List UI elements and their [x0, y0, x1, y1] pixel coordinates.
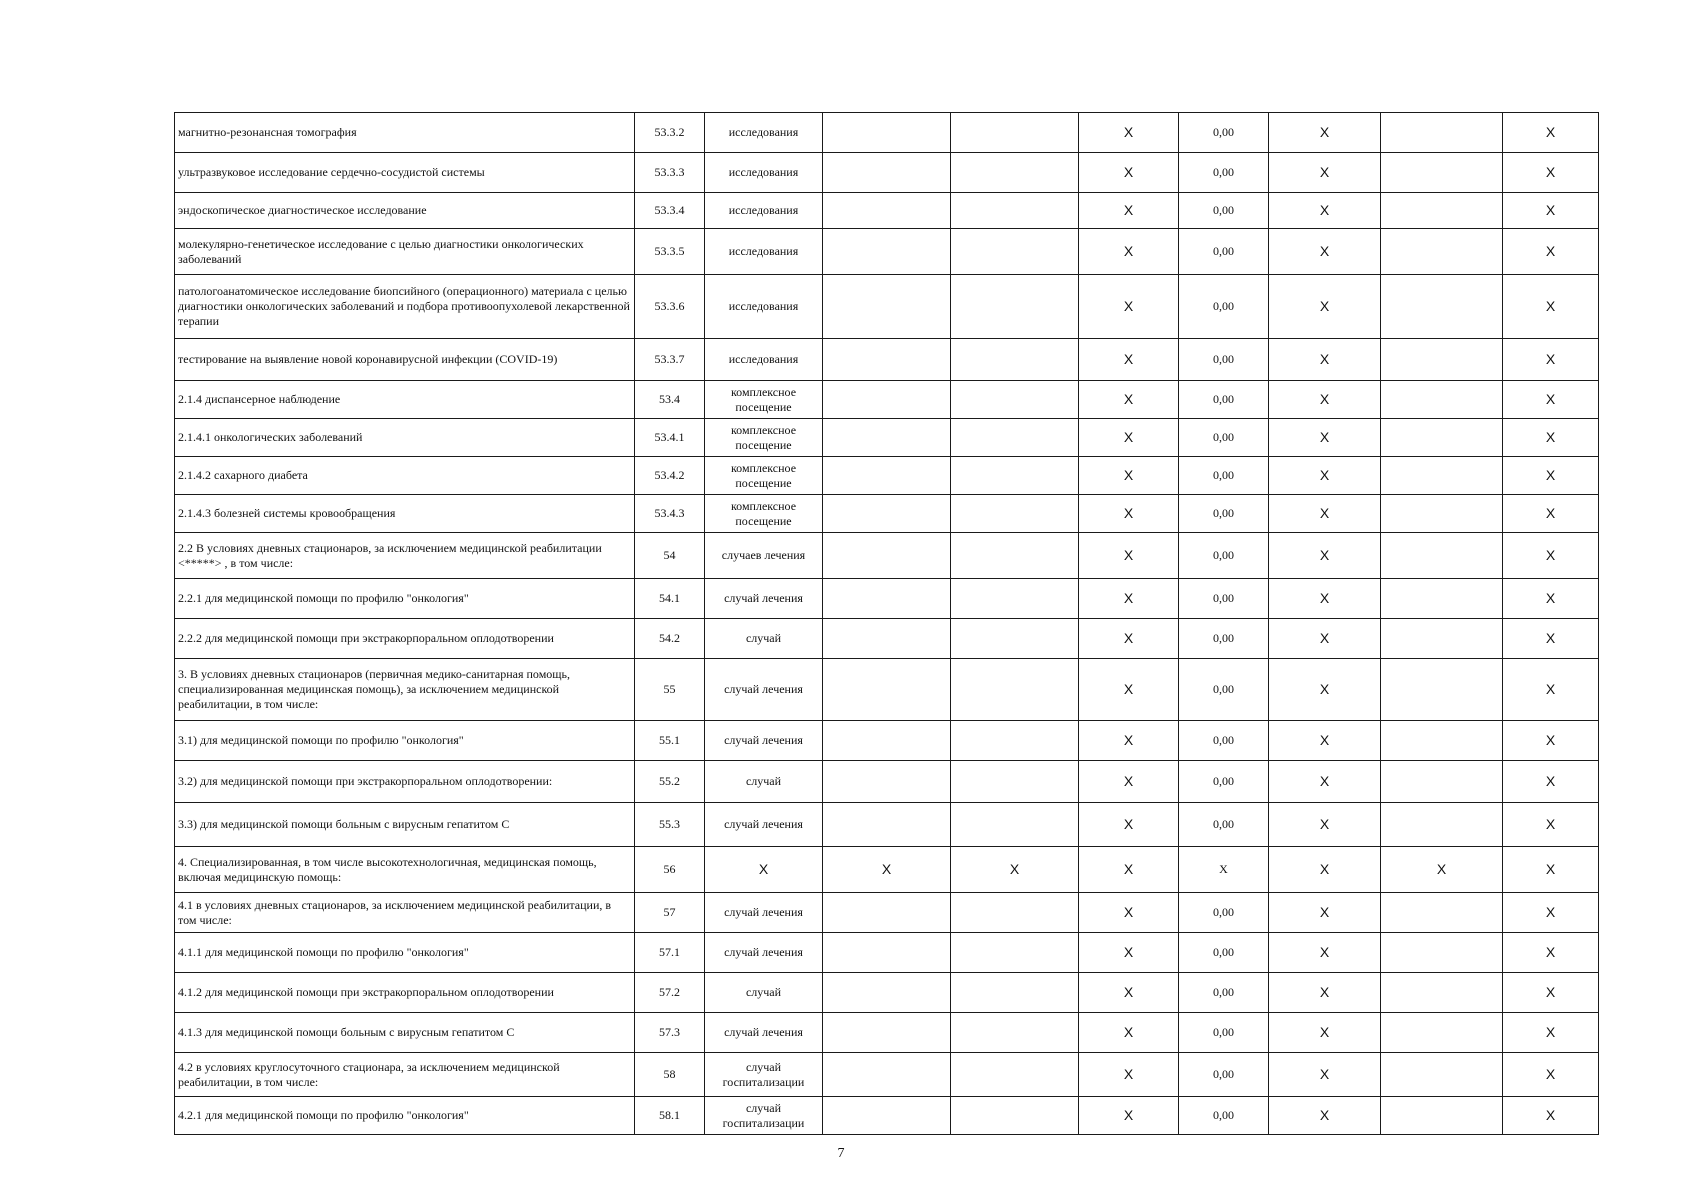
row-col10-cell: X [1503, 419, 1599, 457]
row-name-cell: 3.3) для медицинской помощи больным с вирусным гепатитом С [175, 803, 635, 847]
row-col9-cell [1381, 457, 1503, 495]
row-col4-cell [823, 933, 951, 973]
row-col7-cell: 0,00 [1179, 973, 1269, 1013]
row-col4-cell [823, 1097, 951, 1135]
table-row [175, 847, 1599, 893]
row-col10-cell: X [1503, 275, 1599, 339]
table-row [175, 193, 1599, 229]
row-col10-cell: X [1503, 193, 1599, 229]
row-col4-cell [823, 153, 951, 193]
row-col4-cell [823, 1013, 951, 1053]
row-name-cell: 4.2.1 для медицинской помощи по профилю "онкология" [175, 1097, 635, 1135]
row-col7-cell: 0,00 [1179, 761, 1269, 803]
row-col8-cell: X [1269, 933, 1381, 973]
row-unit-cell: исследования [705, 193, 823, 229]
row-name-cell: патологоанатомическое исследование биопсийного (операционного) материала с целью диагностики онкологических заболеваний и подбора противоопухолевой лекарственной терапии [175, 275, 635, 339]
row-col6-cell: X [1079, 153, 1179, 193]
row-col5-cell [951, 579, 1079, 619]
row-col4-cell [823, 659, 951, 721]
row-col6-cell: X [1079, 193, 1179, 229]
table-row [175, 381, 1599, 419]
row-col4-cell: X [823, 847, 951, 893]
row-col10-cell: X [1503, 113, 1599, 153]
row-col9-cell [1381, 1013, 1503, 1053]
row-col8-cell: X [1269, 339, 1381, 381]
row-col10-cell: X [1503, 803, 1599, 847]
row-unit-cell: комплексное посещение [705, 457, 823, 495]
row-col4-cell [823, 579, 951, 619]
row-col10-cell: X [1503, 973, 1599, 1013]
row-col5-cell [951, 193, 1079, 229]
row-unit-cell: исследования [705, 113, 823, 153]
row-col6-cell: X [1079, 495, 1179, 533]
row-col5-cell [951, 229, 1079, 275]
row-unit-cell: случай лечения [705, 803, 823, 847]
table-row [175, 495, 1599, 533]
row-col8-cell: X [1269, 579, 1381, 619]
row-col9-cell [1381, 973, 1503, 1013]
row-col5-cell [951, 153, 1079, 193]
row-col6-cell: X [1079, 275, 1179, 339]
row-col9-cell [1381, 1097, 1503, 1135]
row-col7-cell: 0,00 [1179, 619, 1269, 659]
row-col7-cell: 0,00 [1179, 229, 1269, 275]
row-unit-cell: случай лечения [705, 933, 823, 973]
row-col8-cell: X [1269, 457, 1381, 495]
row-unit-cell: случай [705, 761, 823, 803]
row-col6-cell: X [1079, 933, 1179, 973]
row-col6-cell: X [1079, 973, 1179, 1013]
row-col9-cell [1381, 1053, 1503, 1097]
document-sheet [174, 112, 1598, 1135]
row-col7-cell: 0,00 [1179, 803, 1269, 847]
row-code-cell: 53.3.2 [635, 113, 705, 153]
row-name-cell: 4.1.2 для медицинской помощи при экстракорпоральном оплодотворении [175, 973, 635, 1013]
row-col8-cell: X [1269, 113, 1381, 153]
row-col8-cell: X [1269, 721, 1381, 761]
row-col6-cell: X [1079, 381, 1179, 419]
row-code-cell: 57 [635, 893, 705, 933]
row-col10-cell: X [1503, 229, 1599, 275]
row-col7-cell: 0,00 [1179, 113, 1269, 153]
row-col9-cell: X [1381, 847, 1503, 893]
row-col10-cell: X [1503, 495, 1599, 533]
row-unit-cell: X [705, 847, 823, 893]
row-col5-cell [951, 275, 1079, 339]
row-col8-cell: X [1269, 803, 1381, 847]
row-code-cell: 55 [635, 659, 705, 721]
row-col8-cell: X [1269, 1097, 1381, 1135]
row-code-cell: 53.4.3 [635, 495, 705, 533]
table-row [175, 933, 1599, 973]
row-col5-cell: X [951, 847, 1079, 893]
row-col10-cell: X [1503, 619, 1599, 659]
row-col5-cell [951, 893, 1079, 933]
table-row [175, 229, 1599, 275]
row-col4-cell [823, 419, 951, 457]
row-col4-cell [823, 113, 951, 153]
row-col10-cell: X [1503, 457, 1599, 495]
row-col9-cell [1381, 113, 1503, 153]
table-row [175, 533, 1599, 579]
row-name-cell: 3.2) для медицинской помощи при экстракорпоральном оплодотворении: [175, 761, 635, 803]
row-col5-cell [951, 457, 1079, 495]
row-unit-cell: случай лечения [705, 893, 823, 933]
row-col4-cell [823, 193, 951, 229]
table-row [175, 113, 1599, 153]
row-col7-cell: 0,00 [1179, 495, 1269, 533]
table-row [175, 1013, 1599, 1053]
row-col5-cell [951, 803, 1079, 847]
row-col8-cell: X [1269, 619, 1381, 659]
row-col6-cell: X [1079, 339, 1179, 381]
row-col8-cell: X [1269, 1053, 1381, 1097]
row-col10-cell: X [1503, 1053, 1599, 1097]
row-name-cell: 4.1.3 для медицинской помощи больным с вирусным гепатитом С [175, 1013, 635, 1053]
row-unit-cell: случай лечения [705, 1013, 823, 1053]
row-col8-cell: X [1269, 495, 1381, 533]
row-unit-cell: комплексное посещение [705, 381, 823, 419]
row-col5-cell [951, 933, 1079, 973]
table-row [175, 803, 1599, 847]
row-col10-cell: X [1503, 847, 1599, 893]
row-col10-cell: X [1503, 533, 1599, 579]
row-col4-cell [823, 533, 951, 579]
row-col10-cell: X [1503, 659, 1599, 721]
row-name-cell: 4. Специализированная, в том числе высокотехнологичная, медицинская помощь, включая медицинскую помощь: [175, 847, 635, 893]
row-col4-cell [823, 619, 951, 659]
row-code-cell: 56 [635, 847, 705, 893]
row-col4-cell [823, 495, 951, 533]
row-col9-cell [1381, 193, 1503, 229]
row-col6-cell: X [1079, 847, 1179, 893]
table-row [175, 659, 1599, 721]
row-code-cell: 54.2 [635, 619, 705, 659]
row-col8-cell: X [1269, 153, 1381, 193]
table-row [175, 275, 1599, 339]
row-col9-cell [1381, 533, 1503, 579]
table-row [175, 339, 1599, 381]
row-col5-cell [951, 381, 1079, 419]
table-row [175, 579, 1599, 619]
row-col5-cell [951, 495, 1079, 533]
row-col5-cell [951, 721, 1079, 761]
row-code-cell: 55.1 [635, 721, 705, 761]
row-col7-cell: 0,00 [1179, 533, 1269, 579]
row-col6-cell: X [1079, 803, 1179, 847]
row-code-cell: 53.3.5 [635, 229, 705, 275]
row-col4-cell [823, 1053, 951, 1097]
row-name-cell: 2.2 В условиях дневных стационаров, за исключением медицинской реабилитации <*****> , в том числе: [175, 533, 635, 579]
row-col9-cell [1381, 761, 1503, 803]
row-col9-cell [1381, 721, 1503, 761]
row-unit-cell: исследования [705, 229, 823, 275]
row-code-cell: 53.4.1 [635, 419, 705, 457]
row-col6-cell: X [1079, 579, 1179, 619]
row-col10-cell: X [1503, 893, 1599, 933]
row-name-cell: 2.2.2 для медицинской помощи при экстракорпоральном оплодотворении [175, 619, 635, 659]
row-col8-cell: X [1269, 893, 1381, 933]
row-col6-cell: X [1079, 659, 1179, 721]
row-col9-cell [1381, 893, 1503, 933]
row-name-cell: 2.1.4 диспансерное наблюдение [175, 381, 635, 419]
row-code-cell: 57.3 [635, 1013, 705, 1053]
row-col8-cell: X [1269, 381, 1381, 419]
row-unit-cell: случай лечения [705, 721, 823, 761]
row-code-cell: 53.3.7 [635, 339, 705, 381]
row-col8-cell: X [1269, 973, 1381, 1013]
row-col10-cell: X [1503, 1097, 1599, 1135]
row-col8-cell: X [1269, 419, 1381, 457]
row-col9-cell [1381, 803, 1503, 847]
row-name-cell: ультразвуковое исследование сердечно-сосудистой системы [175, 153, 635, 193]
row-col10-cell: X [1503, 579, 1599, 619]
row-col6-cell: X [1079, 1097, 1179, 1135]
row-unit-cell: случаев лечения [705, 533, 823, 579]
row-col9-cell [1381, 419, 1503, 457]
row-unit-cell: случай госпитализации [705, 1053, 823, 1097]
row-name-cell: 4.2 в условиях круглосуточного стационара, за исключением медицинской реабилитации, в том числе: [175, 1053, 635, 1097]
row-col5-cell [951, 419, 1079, 457]
row-unit-cell: случай [705, 973, 823, 1013]
row-col7-cell: 0,00 [1179, 659, 1269, 721]
row-code-cell: 58 [635, 1053, 705, 1097]
row-col7-cell: 0,00 [1179, 193, 1269, 229]
row-col4-cell [823, 457, 951, 495]
row-unit-cell: случай госпитализации [705, 1097, 823, 1135]
row-col8-cell: X [1269, 533, 1381, 579]
row-code-cell: 55.2 [635, 761, 705, 803]
row-name-cell: эндоскопическое диагностическое исследование [175, 193, 635, 229]
row-col10-cell: X [1503, 381, 1599, 419]
table-row [175, 721, 1599, 761]
page-number: 7 [837, 1146, 845, 1161]
row-col5-cell [951, 533, 1079, 579]
row-col4-cell [823, 803, 951, 847]
row-col7-cell: 0,00 [1179, 381, 1269, 419]
row-col5-cell [951, 113, 1079, 153]
row-name-cell: 3. В условиях дневных стационаров (первичная медико-санитарная помощь, специализированная медицинская помощь), за исключением медицинской реабилитации, в том числе: [175, 659, 635, 721]
table-body [175, 113, 1599, 1135]
row-col7-cell: 0,00 [1179, 893, 1269, 933]
row-col7-cell: 0,00 [1179, 1053, 1269, 1097]
row-code-cell: 54.1 [635, 579, 705, 619]
row-col4-cell [823, 893, 951, 933]
row-col7-cell: 0,00 [1179, 579, 1269, 619]
row-col6-cell: X [1079, 1053, 1179, 1097]
row-col10-cell: X [1503, 761, 1599, 803]
row-col4-cell [823, 275, 951, 339]
row-col8-cell: X [1269, 1013, 1381, 1053]
row-col4-cell [823, 381, 951, 419]
row-code-cell: 53.3.6 [635, 275, 705, 339]
row-col9-cell [1381, 275, 1503, 339]
row-unit-cell: исследования [705, 339, 823, 381]
table-row [175, 419, 1599, 457]
row-name-cell: 3.1) для медицинской помощи по профилю "онкология" [175, 721, 635, 761]
row-col6-cell: X [1079, 419, 1179, 457]
table-row [175, 1053, 1599, 1097]
row-col4-cell [823, 761, 951, 803]
row-col9-cell [1381, 933, 1503, 973]
data-table [174, 112, 1599, 1135]
table-row [175, 893, 1599, 933]
row-col9-cell [1381, 381, 1503, 419]
row-code-cell: 57.1 [635, 933, 705, 973]
row-col9-cell [1381, 339, 1503, 381]
row-code-cell: 55.3 [635, 803, 705, 847]
row-unit-cell: комплексное посещение [705, 419, 823, 457]
row-name-cell: магнитно-резонансная томография [175, 113, 635, 153]
row-col5-cell [951, 761, 1079, 803]
row-col4-cell [823, 973, 951, 1013]
row-col6-cell: X [1079, 229, 1179, 275]
row-col7-cell: 0,00 [1179, 933, 1269, 973]
row-col6-cell: X [1079, 457, 1179, 495]
row-col8-cell: X [1269, 847, 1381, 893]
row-col7-cell: 0,00 [1179, 457, 1269, 495]
row-name-cell: 4.1.1 для медицинской помощи по профилю "онкология" [175, 933, 635, 973]
row-col5-cell [951, 1053, 1079, 1097]
row-col4-cell [823, 721, 951, 761]
row-col8-cell: X [1269, 275, 1381, 339]
row-col5-cell [951, 659, 1079, 721]
row-col5-cell [951, 1097, 1079, 1135]
row-code-cell: 54 [635, 533, 705, 579]
row-code-cell: 53.3.3 [635, 153, 705, 193]
row-col9-cell [1381, 579, 1503, 619]
row-col7-cell: 0,00 [1179, 275, 1269, 339]
row-col8-cell: X [1269, 761, 1381, 803]
row-col10-cell: X [1503, 1013, 1599, 1053]
row-col5-cell [951, 619, 1079, 659]
row-unit-cell: исследования [705, 275, 823, 339]
row-col5-cell [951, 1013, 1079, 1053]
row-col8-cell: X [1269, 229, 1381, 275]
row-col4-cell [823, 339, 951, 381]
row-col9-cell [1381, 153, 1503, 193]
row-col10-cell: X [1503, 339, 1599, 381]
row-code-cell: 58.1 [635, 1097, 705, 1135]
row-col7-cell: 0,00 [1179, 419, 1269, 457]
row-col6-cell: X [1079, 893, 1179, 933]
row-unit-cell: комплексное посещение [705, 495, 823, 533]
row-col7-cell: 0,00 [1179, 1013, 1269, 1053]
row-unit-cell: случай [705, 619, 823, 659]
row-col6-cell: X [1079, 721, 1179, 761]
row-col5-cell [951, 339, 1079, 381]
table-row [175, 153, 1599, 193]
table-row [175, 1097, 1599, 1135]
row-col9-cell [1381, 659, 1503, 721]
row-name-cell: 2.1.4.2 сахарного диабета [175, 457, 635, 495]
row-col7-cell: 0,00 [1179, 153, 1269, 193]
row-unit-cell: случай лечения [705, 659, 823, 721]
table-row [175, 761, 1599, 803]
row-col9-cell [1381, 619, 1503, 659]
row-name-cell: 4.1 в условиях дневных стационаров, за исключением медицинской реабилитации, в том числе: [175, 893, 635, 933]
row-col8-cell: X [1269, 193, 1381, 229]
row-col8-cell: X [1269, 659, 1381, 721]
row-col10-cell: X [1503, 933, 1599, 973]
row-col6-cell: X [1079, 619, 1179, 659]
row-col6-cell: X [1079, 761, 1179, 803]
row-name-cell: молекулярно-генетическое исследование с целью диагностики онкологических заболеваний [175, 229, 635, 275]
table-row [175, 457, 1599, 495]
row-code-cell: 53.3.4 [635, 193, 705, 229]
row-name-cell: 2.1.4.3 болезней системы кровообращения [175, 495, 635, 533]
row-col4-cell [823, 229, 951, 275]
row-code-cell: 57.2 [635, 973, 705, 1013]
row-col6-cell: X [1079, 113, 1179, 153]
row-name-cell: 2.1.4.1 онкологических заболеваний [175, 419, 635, 457]
table-row [175, 973, 1599, 1013]
row-col6-cell: X [1079, 533, 1179, 579]
row-col7-cell: 0,00 [1179, 721, 1269, 761]
row-col7-cell: 0,00 [1179, 1097, 1269, 1135]
row-code-cell: 53.4 [635, 381, 705, 419]
row-name-cell: тестирование на выявление новой коронавирусной инфекции (COVID-19) [175, 339, 635, 381]
row-col7-cell: X [1179, 847, 1269, 893]
row-col10-cell: X [1503, 153, 1599, 193]
row-unit-cell: случай лечения [705, 579, 823, 619]
row-name-cell: 2.2.1 для медицинской помощи по профилю "онкология" [175, 579, 635, 619]
row-unit-cell: исследования [705, 153, 823, 193]
row-col7-cell: 0,00 [1179, 339, 1269, 381]
row-col9-cell [1381, 229, 1503, 275]
row-col9-cell [1381, 495, 1503, 533]
row-col6-cell: X [1079, 1013, 1179, 1053]
table-row [175, 619, 1599, 659]
row-code-cell: 53.4.2 [635, 457, 705, 495]
row-col10-cell: X [1503, 721, 1599, 761]
row-col5-cell [951, 973, 1079, 1013]
